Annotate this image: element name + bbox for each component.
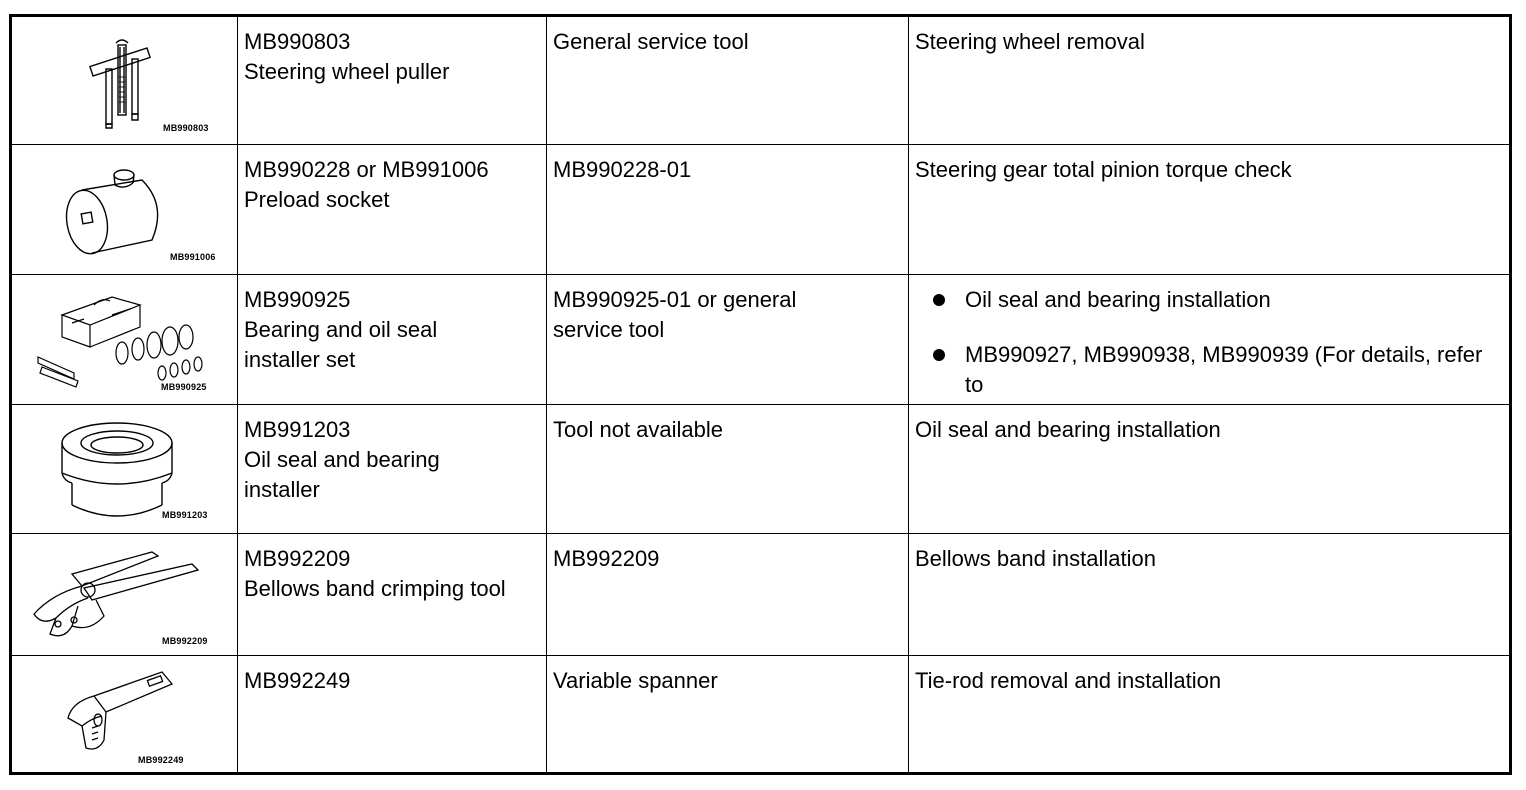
supersession: General service tool bbox=[553, 29, 749, 54]
supersession: Tool not available bbox=[553, 417, 724, 442]
table-row bbox=[12, 145, 1509, 275]
part-number-cell bbox=[238, 534, 547, 655]
application-cell bbox=[909, 534, 1509, 655]
table-row bbox=[12, 656, 1509, 772]
tool-name: Bellows band crimping tool bbox=[244, 576, 506, 601]
tool-name: Bearing and oil seal installer set bbox=[244, 317, 438, 372]
application-cell bbox=[909, 145, 1509, 274]
tool-image-cell bbox=[12, 17, 238, 144]
image-code-label: MB991006 bbox=[170, 252, 216, 262]
supersession: MB990925-01 or general service tool bbox=[553, 287, 797, 342]
part-number: MB992249 bbox=[244, 668, 351, 693]
tool-image-cell bbox=[12, 275, 238, 404]
supersession-cell bbox=[547, 275, 909, 404]
application: Oil seal and bearing installation bbox=[915, 417, 1221, 442]
image-code-label: MB990925 bbox=[161, 382, 207, 392]
application-cell bbox=[909, 275, 1509, 404]
table-row bbox=[12, 17, 1509, 145]
supersession: MB992209 bbox=[553, 546, 660, 571]
part-number-cell bbox=[238, 405, 547, 533]
tool-name: Preload socket bbox=[244, 187, 390, 212]
part-number: MB992209 bbox=[244, 546, 351, 571]
application: Steering wheel removal bbox=[915, 29, 1145, 54]
supersession: MB990228-01 bbox=[553, 157, 692, 182]
tool-name: Steering wheel puller bbox=[244, 59, 450, 84]
application-cell bbox=[909, 405, 1509, 533]
part-number-cell bbox=[238, 17, 547, 144]
application: Bellows band installation bbox=[915, 546, 1156, 571]
part-number-cell bbox=[238, 656, 547, 772]
list-item: Oil seal and bearing installation bbox=[933, 285, 1501, 315]
supersession: Variable spanner bbox=[553, 668, 718, 693]
spanner-icon bbox=[12, 656, 238, 772]
part-number-cell bbox=[238, 275, 547, 404]
part-number: MB990228 or MB991006 bbox=[244, 157, 489, 182]
supersession-cell bbox=[547, 145, 909, 274]
supersession-cell bbox=[547, 534, 909, 655]
special-tools-table bbox=[9, 14, 1512, 775]
tool-image-cell bbox=[12, 534, 238, 655]
application-cell bbox=[909, 17, 1509, 144]
application-bullet-list bbox=[933, 285, 1501, 400]
image-code-label: MB992209 bbox=[162, 636, 208, 646]
supersession-cell bbox=[547, 17, 909, 144]
tool-image-cell bbox=[12, 656, 238, 772]
application-cell bbox=[909, 656, 1509, 772]
tool-image-cell bbox=[12, 145, 238, 274]
supersession-cell bbox=[547, 656, 909, 772]
image-code-label: MB992249 bbox=[138, 755, 184, 765]
part-number-cell bbox=[238, 145, 547, 274]
application: Steering gear total pinion torque check bbox=[915, 157, 1292, 182]
part-number: MB990803 bbox=[244, 29, 351, 54]
part-number: MB990925 bbox=[244, 287, 351, 312]
supersession-cell bbox=[547, 405, 909, 533]
tool-image-cell bbox=[12, 405, 238, 533]
part-number: MB991203 bbox=[244, 417, 351, 442]
table-row bbox=[12, 534, 1509, 656]
image-code-label: MB990803 bbox=[163, 123, 209, 133]
table-row bbox=[12, 275, 1509, 405]
bullet-icon bbox=[933, 294, 945, 306]
table-row bbox=[12, 405, 1509, 534]
image-code-label: MB991203 bbox=[162, 510, 208, 520]
list-item: MB990927, MB990938, MB990939 (For details, refer to bbox=[933, 340, 1501, 400]
application: Tie-rod removal and installation bbox=[915, 668, 1222, 693]
tool-name: Oil seal and bearing installer bbox=[244, 447, 440, 502]
bullet-icon bbox=[933, 349, 945, 361]
